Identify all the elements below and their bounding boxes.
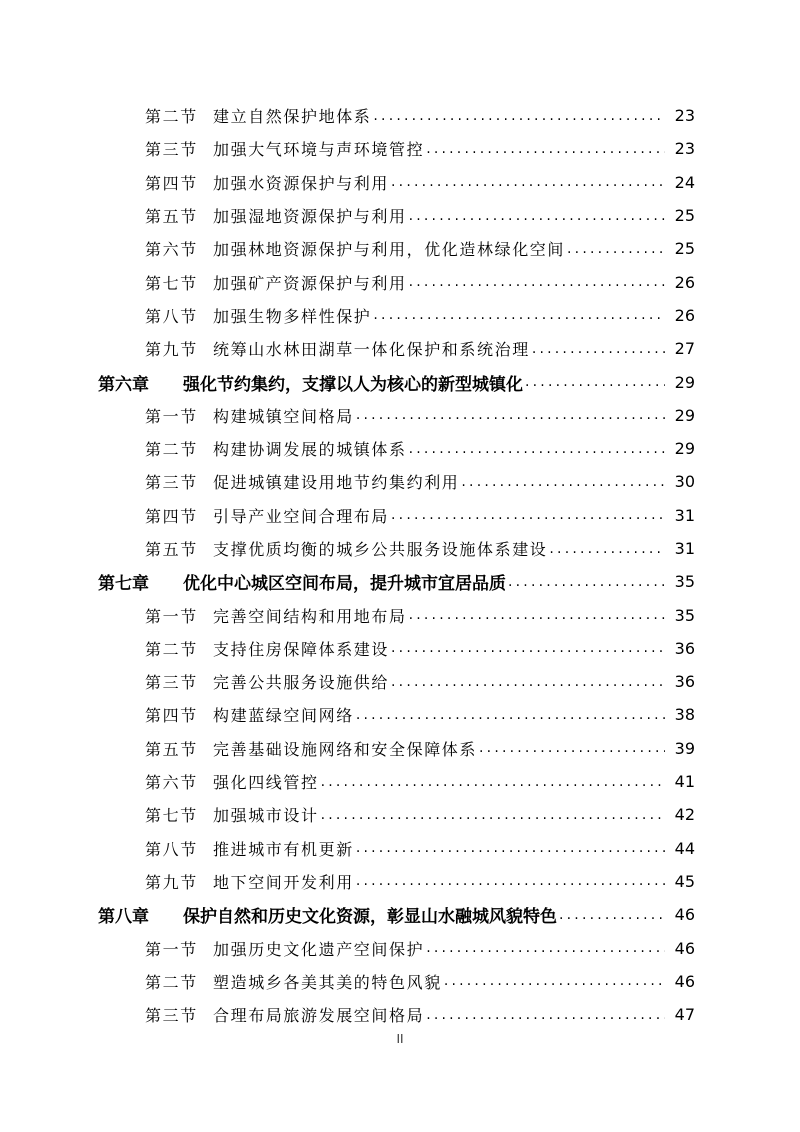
toc-entry-number: 第二节 — [145, 972, 198, 992]
toc-section-entry — [145, 798, 695, 831]
toc-section-entry — [145, 665, 695, 698]
toc-entry-number: 第七章 — [98, 574, 149, 595]
toc-leader-dots — [409, 208, 665, 224]
toc-entry-title: 加强林地资源保护与利用，优化造林绿化空间 — [213, 240, 566, 260]
toc-entry-title: 构建蓝绿空间网络 — [213, 706, 354, 726]
toc-leader-dots — [559, 907, 665, 923]
toc-entry-title: 加强城市设计 — [213, 806, 319, 826]
toc-section-entry — [145, 499, 695, 532]
toc-entry-page: 41 — [674, 772, 695, 792]
toc-entry-title: 支持住房保障体系建设 — [213, 639, 390, 659]
toc-entry-number: 第五节 — [145, 207, 198, 227]
toc-entry-page: 26 — [674, 272, 695, 292]
toc-entry-title: 完善公共服务设施供给 — [213, 673, 390, 693]
toc-entry-title: 构建城镇空间格局 — [213, 406, 354, 426]
toc-entry-page: 46 — [674, 971, 695, 991]
toc-entry-page: 36 — [674, 672, 695, 692]
toc-entry-title: 合理布局旅游发展空间格局 — [213, 1006, 425, 1026]
toc-leader-dots — [409, 274, 665, 290]
toc-entry-page: 36 — [674, 638, 695, 658]
toc-section-entry — [145, 232, 695, 265]
toc-leader-dots — [508, 574, 665, 590]
toc-entry-title: 强化四线管控 — [213, 773, 319, 793]
toc-leader-dots — [373, 307, 665, 323]
toc-entry-page: 29 — [674, 372, 695, 392]
toc-entry-title: 优化中心城区空间布局，提升城市宜居品质 — [183, 574, 506, 595]
toc-section-entry — [145, 465, 695, 498]
toc-entry-number: 第九节 — [145, 872, 198, 892]
toc-entry-page: 27 — [674, 339, 695, 359]
toc-leader-dots — [391, 174, 665, 190]
toc-entry-number: 第四节 — [145, 173, 198, 193]
toc-section-entry — [145, 765, 695, 798]
toc-entry-page: 23 — [674, 106, 695, 126]
toc-entry-number: 第八章 — [98, 907, 149, 928]
toc-entry-title: 统筹山水林田湖草一体化保护和系统治理 — [213, 340, 530, 360]
toc-section-entry — [145, 965, 695, 998]
toc-entry-page: 45 — [674, 871, 695, 891]
toc-leader-dots — [461, 474, 665, 490]
toc-leader-dots — [391, 507, 665, 523]
toc-entry-title: 加强水资源保护与利用 — [213, 173, 390, 193]
toc-section-entry — [145, 998, 695, 1031]
toc-entry-number: 第六节 — [145, 773, 198, 793]
toc-leader-dots — [479, 740, 665, 756]
toc-entry-title: 完善基础设施网络和安全保障体系 — [213, 739, 478, 759]
toc-leader-dots — [356, 407, 665, 423]
toc-leader-dots — [321, 807, 665, 823]
toc-entry-title: 强化节约集约，支撑以人为核心的新型城镇化 — [183, 374, 523, 395]
toc-leader-dots — [567, 241, 665, 257]
toc-leader-dots — [426, 1007, 665, 1023]
toc-section-entry — [145, 598, 695, 631]
toc-entry-number: 第八节 — [145, 839, 198, 859]
toc-section-entry — [145, 332, 695, 365]
toc-entry-number: 第一节 — [145, 606, 198, 626]
toc-entry-number: 第六章 — [98, 374, 149, 395]
toc-entry-number: 第九节 — [145, 340, 198, 360]
toc-entry-page: 38 — [674, 705, 695, 725]
toc-section-entry — [145, 532, 695, 565]
toc-section-entry — [145, 732, 695, 765]
toc-entry-title: 地下空间开发利用 — [213, 872, 354, 892]
toc-entry-page: 35 — [674, 572, 695, 592]
toc-entry-title: 保护自然和历史文化资源，彰显山水融城风貌特色 — [183, 907, 557, 928]
toc-chapter-entry — [98, 365, 695, 398]
toc-entry-page: 26 — [674, 305, 695, 325]
toc-entry-number: 第二节 — [145, 107, 198, 127]
toc-section-entry — [145, 166, 695, 199]
toc-section-entry — [145, 432, 695, 465]
toc-entry-number: 第二节 — [145, 639, 198, 659]
toc-section-entry — [145, 832, 695, 865]
toc-entry-page: 25 — [674, 206, 695, 226]
toc-leader-dots — [391, 674, 665, 690]
toc-entry-number: 第五节 — [145, 739, 198, 759]
toc-section-entry — [145, 632, 695, 665]
toc-leader-dots — [391, 640, 665, 656]
toc-entry-number: 第三节 — [145, 140, 198, 160]
toc-entry-page: 46 — [674, 905, 695, 925]
toc-entry-page: 39 — [674, 738, 695, 758]
toc-leader-dots — [426, 940, 665, 956]
toc-entry-page: 29 — [674, 405, 695, 425]
toc-entry-number: 第八节 — [145, 306, 198, 326]
toc-section-entry — [145, 399, 695, 432]
toc-entry-number: 第一节 — [145, 939, 198, 959]
toc-entry-page: 23 — [674, 139, 695, 159]
toc-leader-dots — [444, 973, 665, 989]
toc-leader-dots — [356, 873, 665, 889]
toc-leader-dots — [321, 774, 665, 790]
toc-entry-number: 第五节 — [145, 540, 198, 559]
toc-entry-page: 29 — [674, 439, 695, 459]
toc-entry-number: 第四节 — [145, 506, 198, 526]
toc-entry-page: 31 — [674, 539, 695, 558]
toc-entry-title: 构建协调发展的城镇体系 — [213, 440, 407, 460]
toc-leader-dots — [356, 707, 665, 723]
toc-entry-title: 建立自然保护地体系 — [213, 107, 372, 127]
toc-entry-number: 第三节 — [145, 1006, 198, 1026]
toc-leader-dots — [409, 607, 665, 623]
toc-leader-dots — [549, 541, 665, 557]
toc-entry-number: 第一节 — [145, 406, 198, 426]
toc-entry-title: 支撑优质均衡的城乡公共服务设施体系建设 — [213, 540, 548, 559]
toc-entry-number: 第三节 — [145, 473, 198, 493]
toc-section-entry — [145, 199, 695, 232]
toc-entry-title: 加强大气环境与声环境管控 — [213, 140, 425, 160]
toc-leader-dots — [525, 374, 665, 390]
toc-leader-dots — [426, 141, 665, 157]
toc-leader-dots — [356, 840, 665, 856]
toc-entry-number: 第三节 — [145, 673, 198, 693]
toc-entry-page: 47 — [674, 1005, 695, 1025]
toc-entry-title: 塑造城乡各美其美的特色风貌 — [213, 972, 442, 992]
toc-entry-number: 第七节 — [145, 273, 198, 293]
toc-entry-title: 加强矿产资源保护与利用 — [213, 273, 407, 293]
table-of-contents — [0, 99, 800, 1031]
toc-section-entry — [145, 265, 695, 298]
toc-entry-page: 31 — [674, 505, 695, 525]
toc-section-entry — [145, 299, 695, 332]
toc-leader-dots — [409, 441, 665, 457]
toc-chapter-entry — [98, 565, 695, 598]
toc-entry-page: 46 — [674, 938, 695, 958]
toc-section-entry — [145, 698, 695, 731]
toc-entry-page: 42 — [674, 805, 695, 825]
toc-entry-title: 引导产业空间合理布局 — [213, 506, 390, 526]
toc-entry-title: 加强生物多样性保护 — [213, 306, 372, 326]
toc-section-entry — [145, 865, 695, 898]
toc-chapter-entry — [98, 898, 695, 931]
toc-entry-number: 第七节 — [145, 806, 198, 826]
toc-entry-page: 30 — [674, 472, 695, 492]
toc-entry-title: 推进城市有机更新 — [213, 839, 354, 859]
toc-entry-title: 促进城镇建设用地节约集约利用 — [213, 473, 460, 493]
toc-entry-page: 44 — [674, 838, 695, 858]
page-number: II — [396, 1032, 404, 1046]
toc-entry-number: 第六节 — [145, 240, 198, 260]
toc-section-entry — [145, 99, 695, 132]
toc-section-entry — [145, 132, 695, 165]
toc-entry-title: 加强湿地资源保护与利用 — [213, 207, 407, 227]
toc-entry-page: 24 — [674, 172, 695, 192]
toc-leader-dots — [373, 108, 665, 124]
toc-entry-number: 第二节 — [145, 440, 198, 460]
toc-entry-title: 完善空间结构和用地布局 — [213, 606, 407, 626]
toc-entry-page: 35 — [674, 605, 695, 625]
toc-section-entry — [145, 931, 695, 964]
toc-entry-page: 25 — [674, 239, 695, 259]
toc-entry-title: 加强历史文化遗产空间保护 — [213, 939, 425, 959]
toc-entry-number: 第四节 — [145, 706, 198, 726]
toc-leader-dots — [532, 341, 665, 357]
